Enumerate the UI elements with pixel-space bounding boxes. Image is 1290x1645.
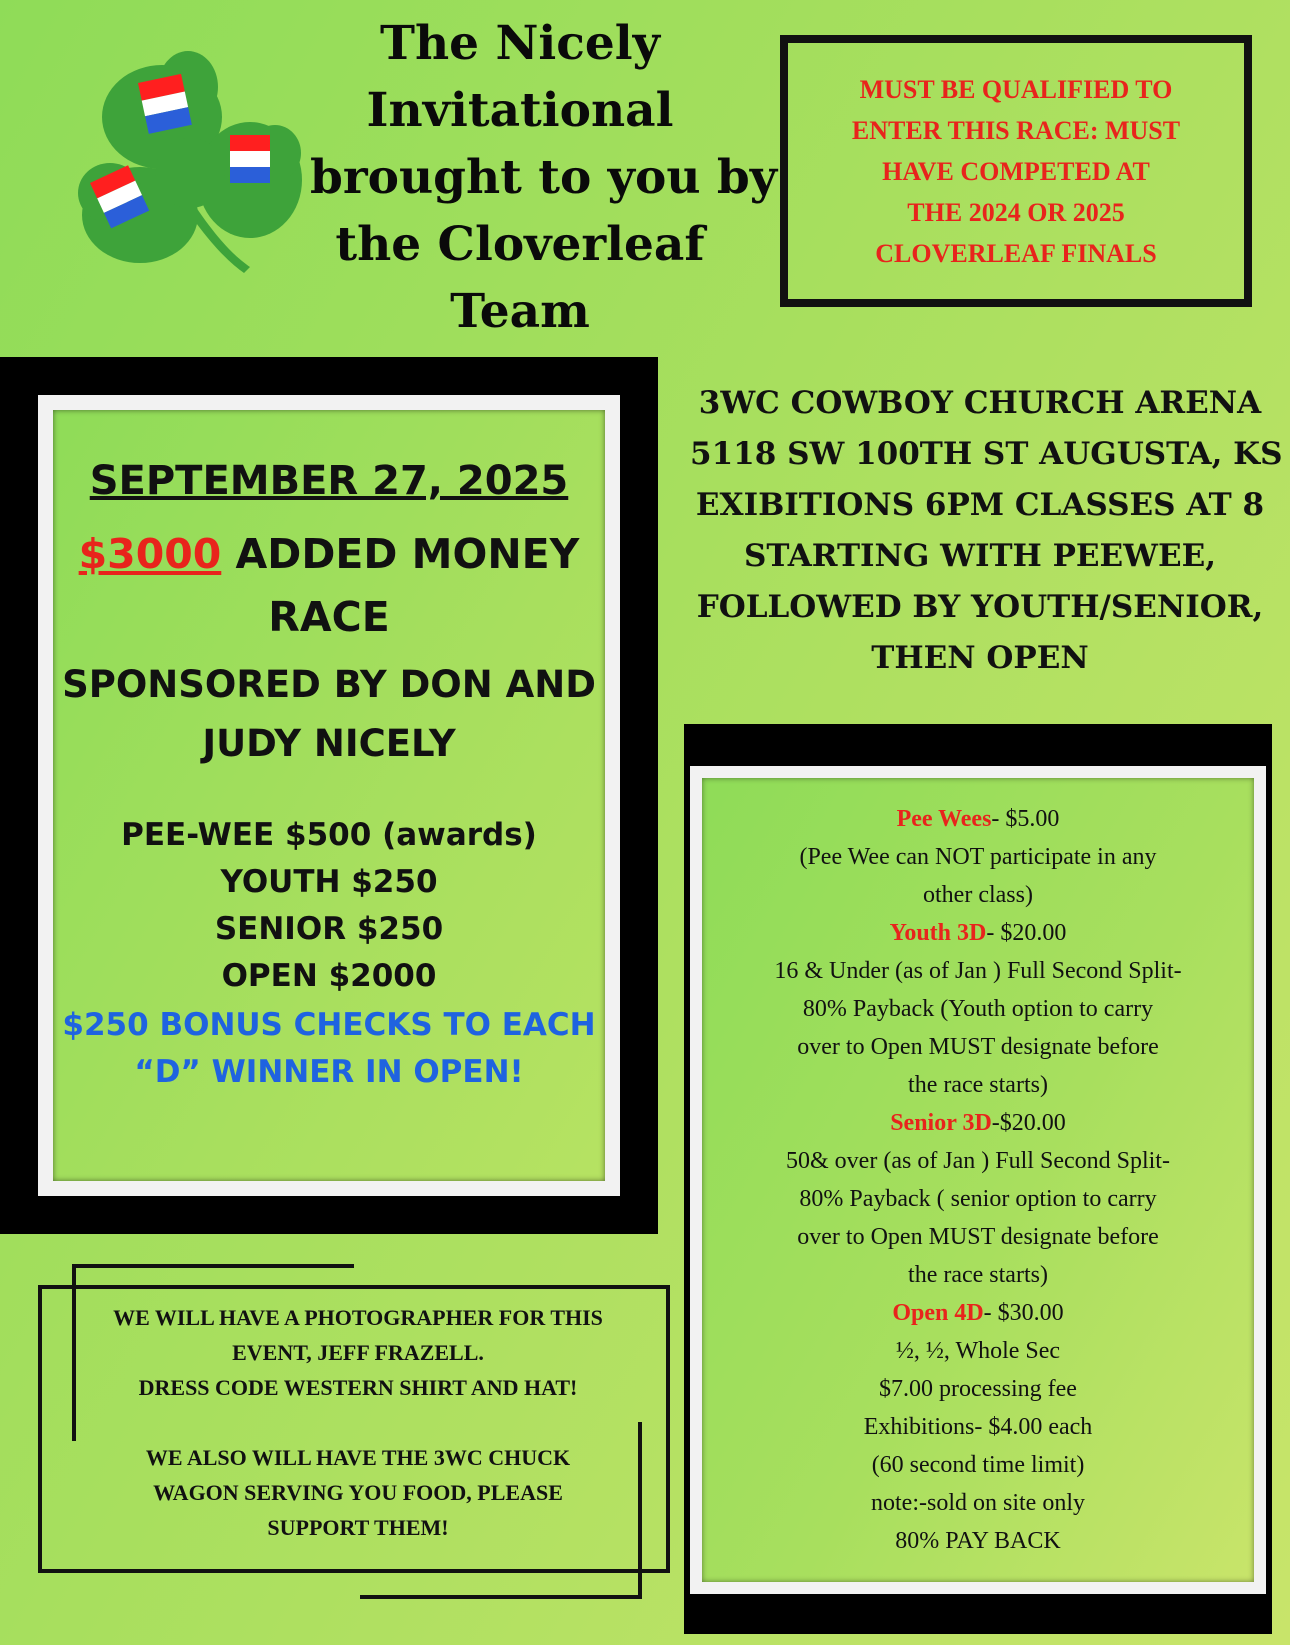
qualification-line: MUST BE QUALIFIED TO	[859, 74, 1173, 104]
class-fee: - $5.00	[991, 806, 1060, 832]
fee-heading	[700, 800, 1256, 838]
fee-note: 50& over (as of Jan ) Full Second Split-	[786, 1148, 1170, 1174]
added-money-label: ADDED MONEY	[221, 530, 580, 578]
photo-line: DRESS CODE WESTERN SHIRT AND HAT!	[138, 1375, 578, 1400]
fee-note: over to Open MUST designate before	[797, 1034, 1159, 1060]
event-title	[310, 10, 778, 345]
fee-note: (60 second time limit)	[871, 1452, 1085, 1478]
bonus-notice	[38, 1002, 620, 1096]
entry-fees	[700, 800, 1256, 1560]
added-money-amount: $3000	[78, 530, 222, 578]
added-money-heading	[38, 523, 620, 649]
fee-note: 80% Payback (Youth option to carry	[802, 996, 1154, 1022]
class-name: Pee Wees	[896, 806, 992, 832]
title-line: The Nicely	[380, 16, 660, 71]
fee-note: $7.00 processing fee	[879, 1376, 1077, 1402]
venue-line: 5118 SW 100TH ST AUGUSTA, KS	[690, 436, 1283, 472]
sponsor-line: JUDY NICELY	[202, 722, 456, 765]
qualification-line: HAVE COMPETED AT	[882, 156, 1150, 186]
class-fee: - $20.00	[986, 920, 1067, 946]
qualification-line: CLOVERLEAF FINALS	[875, 238, 1157, 268]
fee-note: the race starts)	[908, 1072, 1048, 1098]
qualification-text	[852, 69, 1180, 274]
sponsor-line: SPONSORED BY DON AND	[62, 663, 596, 706]
decorative-line	[360, 1595, 642, 1599]
fee-note: Exhibitions- $4.00 each	[863, 1414, 1093, 1440]
fee-note: 80% Payback ( senior option to carry	[799, 1186, 1157, 1212]
purse-item: YOUTH $250	[220, 864, 438, 900]
title-line: the Cloverleaf	[335, 217, 705, 272]
fee-note: other class)	[923, 882, 1033, 908]
sponsor-text	[38, 655, 620, 773]
qualification-line: THE 2024 OR 2025	[907, 197, 1125, 227]
purse-item: OPEN $2000	[221, 958, 437, 994]
fee-heading	[700, 914, 1256, 952]
fee-heading	[700, 1104, 1256, 1142]
purse-item: SENIOR $250	[214, 911, 444, 947]
venue-line: STARTING WITH PEEWEE,	[743, 538, 1217, 574]
fee-heading	[700, 1294, 1256, 1332]
barrel-icon	[230, 135, 270, 183]
fee-note: note:-sold on site only	[871, 1490, 1085, 1516]
photo-line: EVENT, JEFF FRAZELL.	[232, 1340, 484, 1365]
qualification-line: ENTER THIS RACE: MUST	[851, 115, 1181, 145]
purse-list	[38, 812, 620, 1000]
fee-note: (Pee Wee can NOT participate in any	[799, 844, 1157, 870]
venue-info	[690, 378, 1283, 684]
class-name: Open 4D	[892, 1300, 984, 1326]
cloverleaf-logo-icon	[70, 45, 320, 285]
venue-line: 3WC COWBOY CHURCH ARENA	[698, 385, 1262, 421]
race-label: RACE	[268, 593, 390, 641]
fee-note: ½, ½, Whole Sec	[895, 1338, 1061, 1364]
fee-note: over to Open MUST designate before	[797, 1224, 1159, 1250]
fee-note: the race starts)	[908, 1262, 1048, 1288]
photo-line: WAGON SERVING YOU FOOD, PLEASE	[153, 1480, 563, 1505]
fee-note: 16 & Under (as of Jan ) Full Second Split-	[774, 958, 1182, 984]
photo-line: WE ALSO WILL HAVE THE 3WC CHUCK	[145, 1445, 571, 1470]
venue-line: FOLLOWED BY YOUTH/SENIOR,	[696, 589, 1264, 625]
class-fee: - $30.00	[983, 1300, 1064, 1326]
class-fee: -$20.00	[991, 1110, 1066, 1136]
decorative-line	[72, 1264, 354, 1268]
venue-line: THEN OPEN	[871, 640, 1089, 676]
photo-line: WE WILL HAVE A PHOTOGRAPHER FOR THIS	[113, 1305, 603, 1330]
fee-note: 80% PAY BACK	[895, 1528, 1061, 1554]
photo-line: SUPPORT THEM!	[267, 1515, 449, 1540]
event-date: SEPTEMBER 27, 2025	[89, 458, 569, 504]
photographer-text	[60, 1300, 656, 1545]
title-line: Team	[450, 284, 590, 339]
title-line: Invitational	[366, 83, 674, 138]
class-name: Senior 3D	[890, 1110, 992, 1136]
bonus-line: $250 BONUS CHECKS TO EACH	[62, 1007, 596, 1043]
class-name: Youth 3D	[889, 920, 987, 946]
qualification-notice	[780, 35, 1252, 307]
bonus-line: “D” WINNER IN OPEN!	[134, 1054, 524, 1090]
purse-item: PEE-WEE $500 (awards)	[121, 817, 537, 853]
title-line: brought to you by	[310, 150, 778, 205]
venue-line: EXIBITIONS 6PM CLASSES AT 8	[695, 487, 1265, 523]
